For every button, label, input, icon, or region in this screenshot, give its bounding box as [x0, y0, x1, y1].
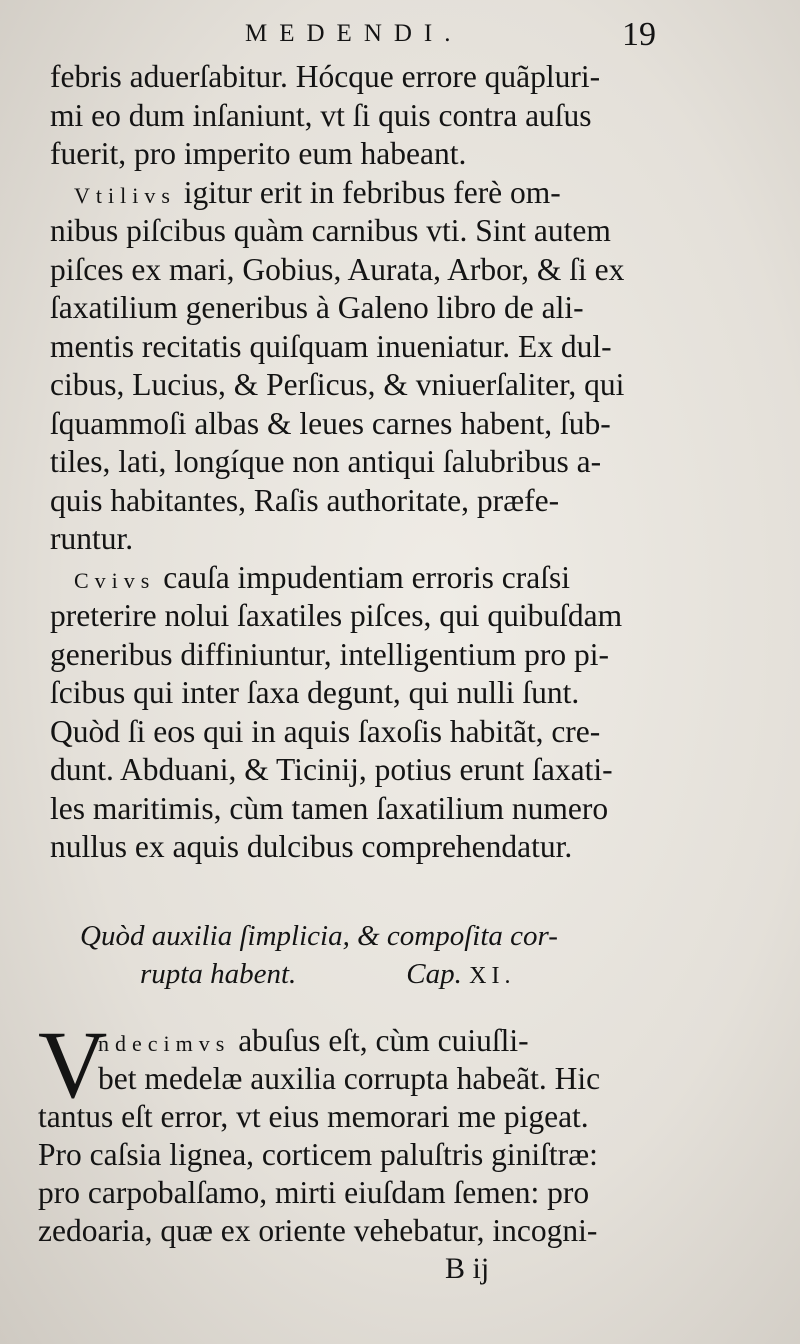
text-line: piſces ex mari, Gobius, Aurata, Arbor, & ſi ex [50, 251, 625, 287]
paragraph-start [50, 174, 660, 213]
text-line: febris aduerſabitur. Hócque errore quãpluri- [50, 59, 601, 94]
text-line: dunt. Abduani, & Ticinij, potius erunt ſaxati- [50, 752, 613, 787]
text-line: tiles, lati, longíque non antiqui ſalubribus a- [50, 444, 602, 479]
chapter-body [38, 1011, 668, 1250]
text-fragment: abuſus eſt, cùm cuiuſli- [230, 1023, 529, 1058]
text-line: nullus ex aquis dulcibus comprehendatur. [50, 829, 573, 864]
chapter-cap-label: Cap. [406, 958, 462, 990]
text-line: pro carpobalſamo, mirti eiuſdam ſemen: pro [38, 1175, 590, 1210]
chapter-title-end: rupta habent. [140, 958, 297, 990]
text-line [38, 1022, 668, 1060]
drop-cap: V [38, 1011, 108, 1118]
text-line: preterire nolui ſaxatiles piſces, qui quibuſdam [50, 598, 623, 633]
text-line: bet medelæ auxilia corrupta habeãt. Hic [98, 1061, 601, 1096]
text-line: nibus piſcibus quàm carnibus vti. Sint autem [50, 213, 611, 248]
chapter-title-line: Quòd auxilia ſimplicia, & compoſita cor- [80, 920, 558, 952]
text-line: cibus, Lucius, & Perſicus, & vniuerſaliter, qui [50, 367, 625, 402]
text-line: mi eo dum inſaniunt, vt ſi quis contra auſus [50, 97, 592, 133]
chapter-number: XI. [469, 963, 516, 989]
text-line: generibus diffiniuntur, intelligentium pro pi- [50, 636, 609, 672]
text-line: ſquammoſi albas & leues carnes habent, ſub- [50, 405, 611, 441]
main-text [50, 58, 660, 867]
paragraph-lead-word: Vtilivs [74, 182, 176, 208]
paragraph-lead-word: Cvivs [74, 567, 156, 593]
chapter-title-line [80, 955, 680, 993]
text-line: ſcibus qui inter ſaxa degunt, qui nulli ſunt. [50, 675, 580, 710]
chapter-heading [80, 917, 680, 993]
text-line: ſaxatilium generibus à Galeno libro de ali- [50, 290, 584, 325]
page-number: 19 [622, 16, 656, 53]
text-line: fuerit, pro imperito eum habeant. [50, 136, 467, 171]
page-header [0, 14, 800, 58]
text-line: quis habitantes, Raſis authoritate, præfe- [50, 482, 560, 518]
text-line: mentis recitatis quiſquam inueniatur. Ex dul- [50, 328, 612, 364]
text-line: les maritimis, cùm tamen ſaxatilium numero [50, 790, 609, 826]
chapter-label [406, 955, 515, 995]
paragraph-start [50, 559, 660, 598]
text-line: zedoaria, quæ ex oriente vehebatur, incogni- [38, 1213, 598, 1248]
text-line: Quòd ſi eos qui in aquis ſaxoſis habitãt, cre- [50, 713, 601, 749]
running-head: MEDENDI. [245, 20, 463, 47]
text-line: Pro caſsia lignea, corticem paluſtris giniſtræ: [38, 1137, 598, 1172]
text-fragment: cauſa impudentiam erroris craſsi [155, 559, 570, 595]
text-line: tantus eſt error, vt eius memorari me pigeat. [38, 1099, 589, 1134]
text-line: runtur. [50, 521, 134, 556]
chapter-lead-word: ndecimvs [98, 1031, 231, 1056]
signature-mark: B ij [445, 1252, 490, 1285]
text-fragment: igitur erit in febribus ferè om- [175, 174, 561, 210]
